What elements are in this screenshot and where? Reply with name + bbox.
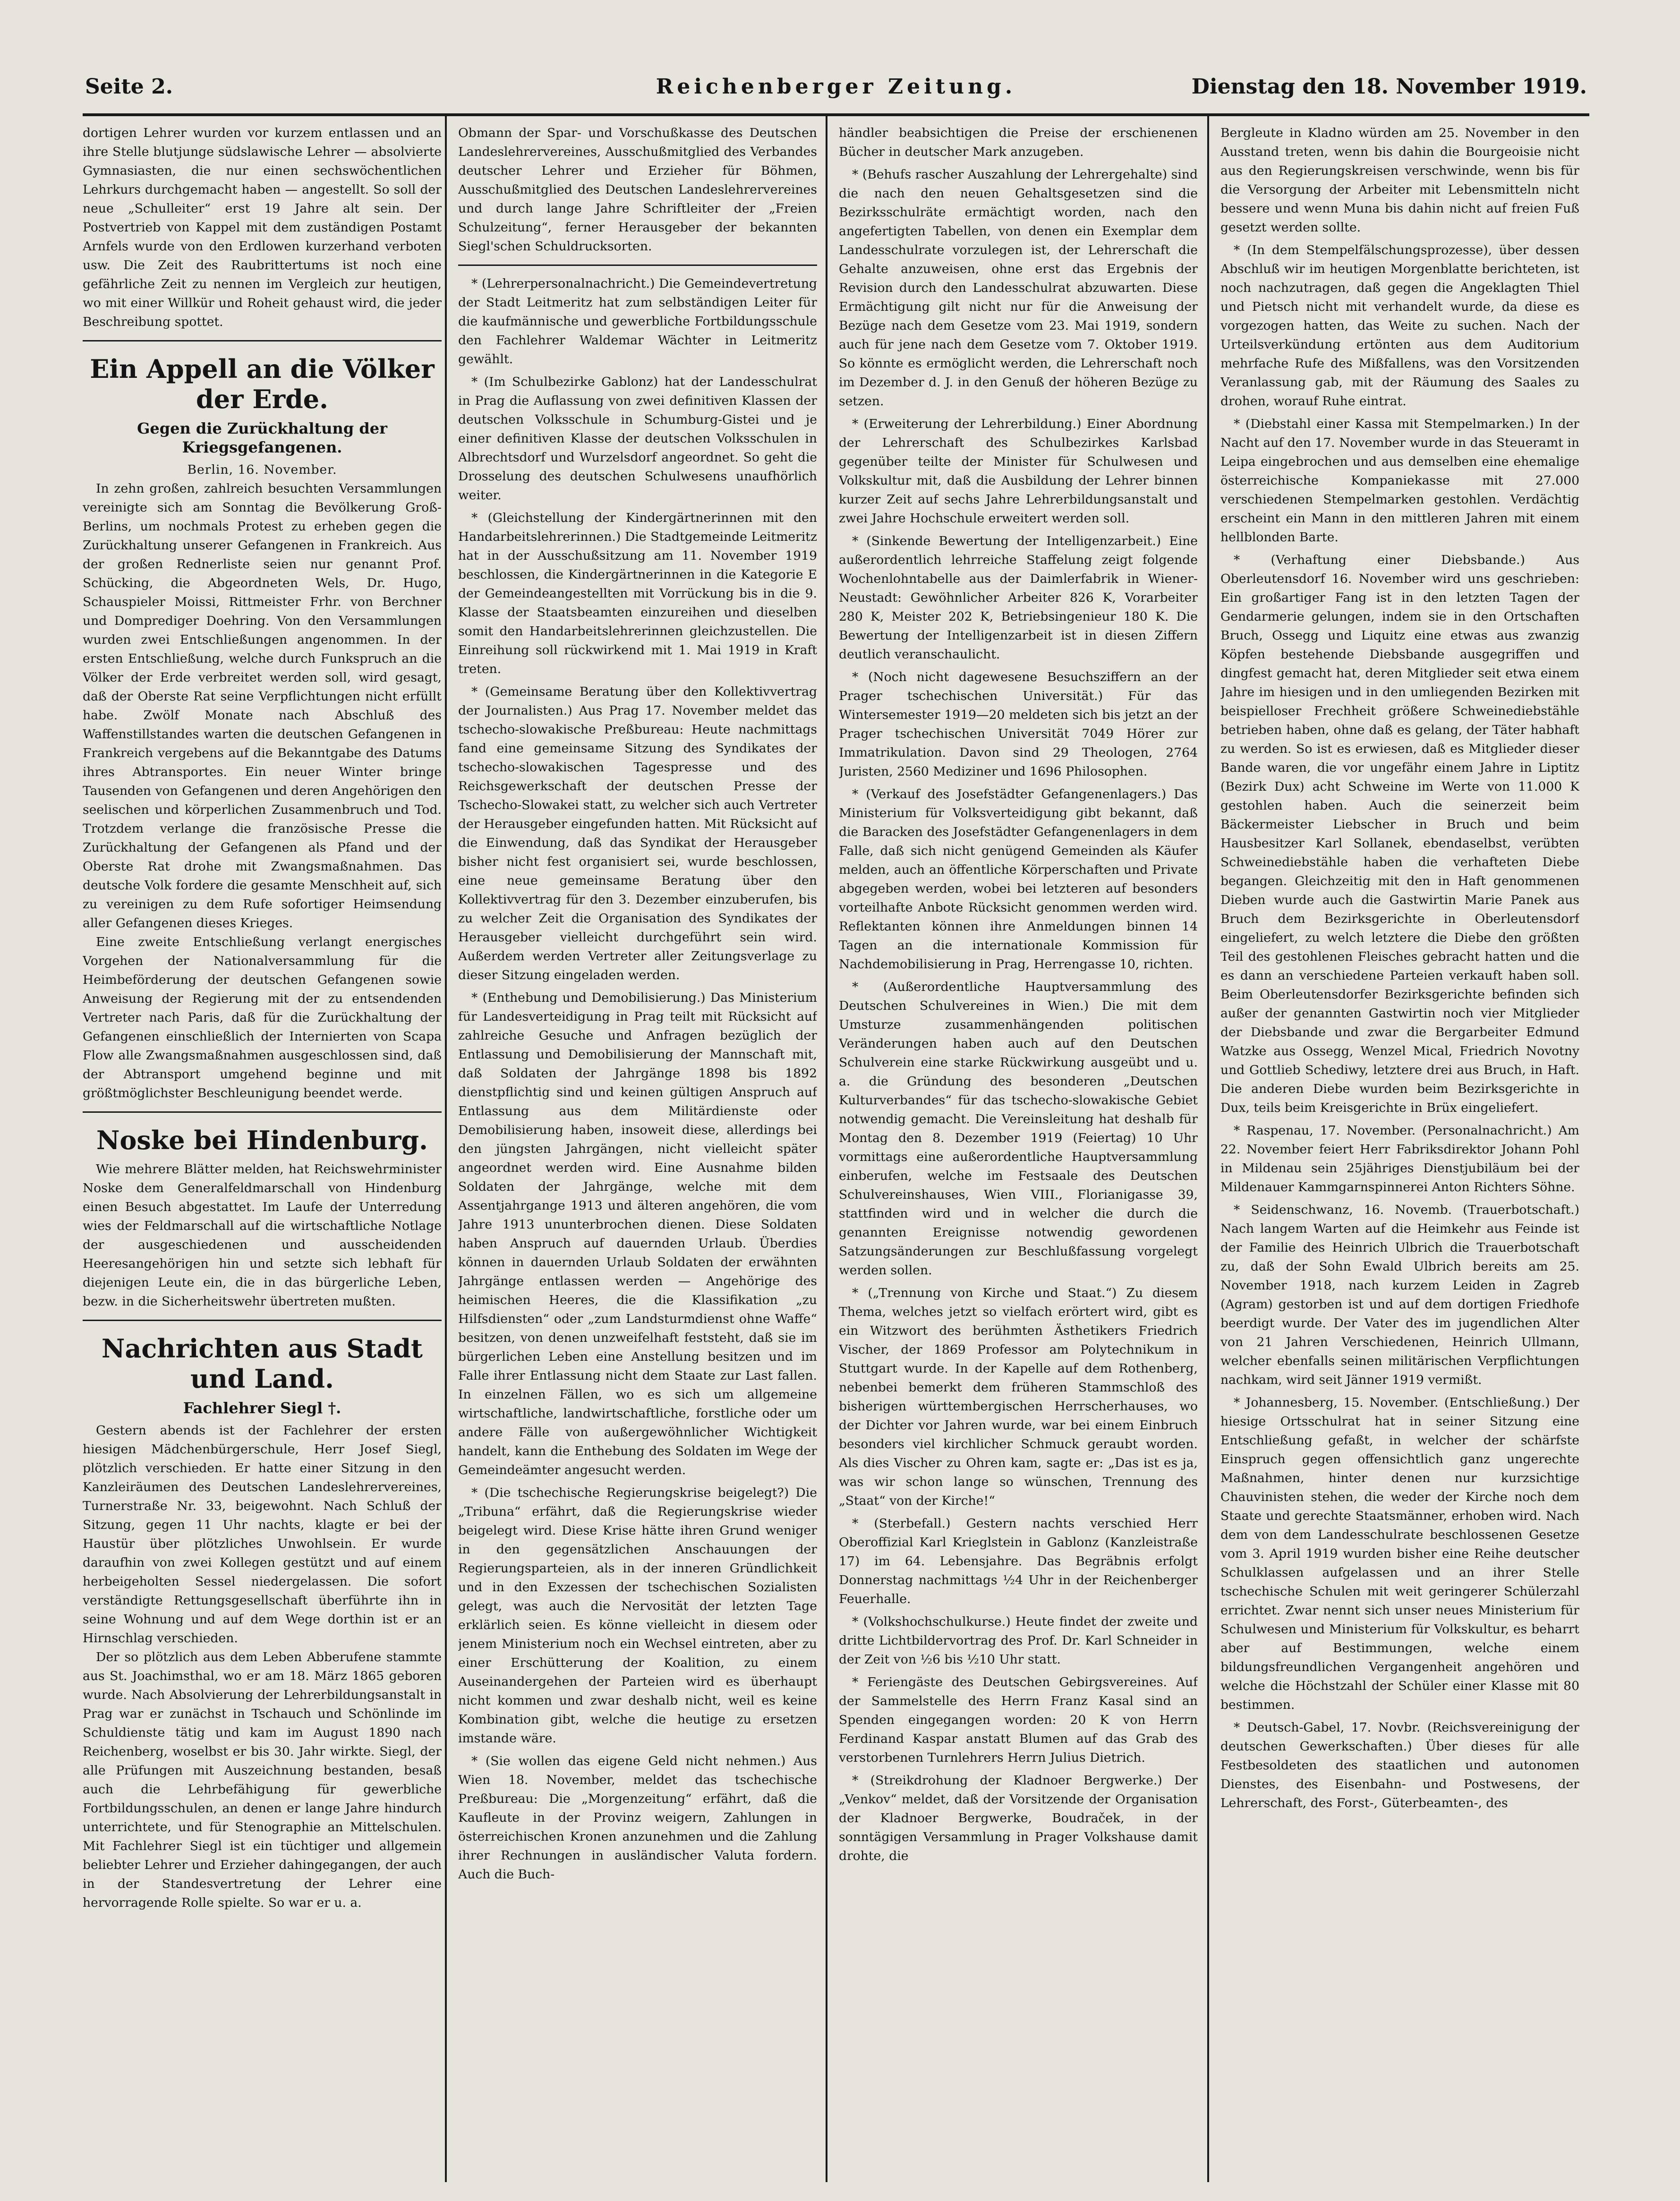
- news-item: * (Sinkende Bewertung der Intelligenzarbeit.) Eine außerordentlich lehrreiche Staffelung zeigt folgende Wochenlohntabelle aus der Daimlerfabrik in Wiener-Neustadt: Gewöhnlicher Arbeiter 826 K, Vorarbeiter 280 K, Meister 202 K, Betriebsingenieur 180 K. Die Bewertung der Intelligenzarbeit ist in diesen Ziffern deutlich veranschaulicht.: [839, 534, 1198, 662]
- article-divider: [83, 340, 442, 341]
- news-item: * (Gemeinsame Beratung über den Kollektivvertrag der Journalisten.) Aus Prag 17. November meldet das tschecho-slowakische Preßbureau: Heute nachmittags fand eine gemeinsame Sitzung des Syndikates der tschecho-slowakischen Tagespresse und des Reichsgewerkschaft der deutschen Presse der Tschecho-Slowakei statt, zu welcher sich auch Vertreter der Herausgeber eingefunden hatten. Mit Rücksicht auf die Einwendung, daß das Syndikat der Herausgeber bisher nicht fest organisiert sei, wurde beschlossen, eine neue gemeinsame Beratung über den Kollektivvertrag für den 3. Dezember einzuberufen, bis zu welcher Zeit die Organisation des Syndikates der Herausgeber vielleicht durchgeführt sein wird. Außerdem werden Vertreter aller Zeitungsverlage zu dieser Sitzung eingeladen werden.: [458, 684, 817, 982]
- news-item: * Raspenau, 17. November. (Personalnachricht.) Am 22. November feiert Herr Fabriksdirektor Johann Pohl in Mildenau sein 25jähriges Dienstjubiläum bei der Mildenauer Kammgarnspinnerei Anton Richters Söhne.: [1220, 1123, 1579, 1194]
- article-divider: [83, 1111, 442, 1113]
- news-item: * (Lehrerpersonalnachricht.) Die Gemeindevertretung der Stadt Leitmeritz hat zum selbständigen Leiter für die kaufmännische und gewerbliche Fortbildungsschule den Fachlehrer Waldemar Wächter in Leitmeritz gewählt.: [458, 276, 817, 367]
- page-number: Seite 2.: [85, 75, 173, 99]
- article-continuation: Obmann der Spar- und Vorschußkasse des Deutschen Landeslehrervereines, Ausschußmitglied des Verbandes deutscher Lehrer und Erzieher für Böhmen, Ausschußmitglied des Deutschen Landeslehrervereines und durch lange Jahre Schriftleiter der „Freien Schulzeitung“, ferner Herausgeber der bekannten Siegl'schen Schuldrucksorten.: [458, 126, 817, 254]
- article-paragraph: Der so plötzlich aus dem Leben Abberufene stammte aus St. Joachimsthal, wo er am 18. März 1865 geboren wurde. Nach Absolvierung der Lehrerbildungsanstalt in Prag war er zunächst in Tschauch und Schönlinde im Schuldienste tätig und kam im August 1890 nach Reichenberg, woselbst er bis 30. Jahr wirkte. Siegl, der alle Prüfungen mit Auszeichnung bestanden, besaß auch die Lehrbefähigung für gewerbliche Fortbildungsschulen, an denen er lange Jahre hindurch unterrichtete, und für Stenographie an Mittelschulen. Mit Fachlehrer Siegl ist ein tüchtiger und allgemein beliebter Lehrer und Erzieher dahingegangen, der auch in der Standesvertretung der Lehrer eine hervorragende Rolle spielte. So war er u. a.: [83, 1650, 442, 1910]
- news-item: * (Diebstahl einer Kassa mit Stempelmarken.) In der Nacht auf den 17. November wurde in das Steueramt in Leipa eingebrochen und aus demselben eine ehemalige österreichische Kompaniekasse mit 27.000 verschiedenen Stempelmarken gestohlen. Verdächtig erscheint ein Mann in den mittleren Jahren mit einem hellblonden Barte.: [1220, 417, 1579, 545]
- news-item: * (Außerordentliche Hauptversammlung des Deutschen Schulvereines in Wien.) Die mit dem Umsturze zusammenhängenden politischen Veränderungen haben auch auf den Deutschen Schulverein eine starke Rückwirkung ausgeübt und u. a. die Gründung des besonderen „Deutschen Kulturverbandes“ für das tschecho-slowakische Gebiet notwendig gemacht. Die Vereinsleitung hat deshalb für Montag den 8. Dezember 1919 (Feiertag) 10 Uhr vormittags eine außerordentliche Hauptversammlung einberufen, welche im Festsaale des Deutschen Schulvereinshauses, Wien VIII., Florianigasse 39, stattfinden wird und in welcher die durch die genannten Ereignisse notwendig gewordenen Satzungsänderungen zur Beschlußfassung vorgelegt werden sollen.: [839, 980, 1198, 1278]
- article-paragraph: Wie mehrere Blätter melden, hat Reichswehrminister Noske dem Generalfeldmarschall von Hindenburg einen Besuch abgestattet. Im Laufe der Unterredung wies der Feldmarschall auf die wirtschaftliche Notlage der ausgeschiedenen und ausscheidenden Heeresangehörigen hin und setzte sich lebhaft für diejenigen Leute ein, die in das bürgerliche Leben, bezw. in die Sicherheitswehr übertreten mußten.: [83, 1162, 442, 1309]
- news-item: * (Volkshochschulkurse.) Heute findet der zweite und dritte Lichtbildervortrag des Prof. Dr. Karl Schneider in der Zeit von ½6 bis ½10 Uhr statt.: [839, 1614, 1198, 1667]
- issue-date: Dienstag den 18. November 1919.: [1191, 75, 1587, 99]
- article-dateline: Berlin, 16. November.: [187, 462, 337, 477]
- news-item: * (In dem Stempelfälschungsprozesse), über dessen Abschluß wir im heutigen Morgenblatte berichteten, ist noch nachzutragen, daß gegen die Angeklagten Thiel und Pietsch nicht mit verhandelt wurde, da diese es vorgezogen hatten, das Weite zu suchen. Nach der Urteilsverkündung ertönten aus dem Auditorium mehrfache Rufe des Mißfallens, was den Vorsitzenden Veranlassung gab, mit der Räumung des Saales zu drohen, worauf Ruhe eintrat.: [1220, 243, 1579, 409]
- news-item: * Seidenschwanz, 16. Novemb. (Trauerbotschaft.) Nach langem Warten auf die Heimkehr aus Feinde ist der Familie des Heinrich Ulbrich die Trauerbotschaft zu, daß der Sohn Ewald Ulbrich bereits am 25. November 1918, nach kurzem Leiden in Zagreb (Agram) gestorben ist und auf dem dortigen Friedhofe beerdigt wurde. Der Vater des im jugendlichen Alter von 21 Jahren Verschiedenen, Heinrich Ullmann, welcher ebenfalls seinen militärischen Verpflichtungen nachkam, wird seit Jänner 1919 vermißt.: [1220, 1203, 1579, 1387]
- article-paragraph: In zehn großen, zahlreich besuchten Versammlungen vereinigte sich am Sonntag die Bevölkerung Groß-Berlins, um nochmals Protest zu erheben gegen die Zurückhaltung unserer Gefangenen in Frankreich. Aus der großen Rednerliste seien nur genannt Prof. Schücking, die Abgeordneten Wels, Dr. Hugo, Schauspieler Moissi, Rittmeister Frhr. von Berchner und Domprediger Doehring. Von den Versammlungen wurden zwei Entschließungen angenommen. In der ersten Entschließung, welche durch Funkspruch an die Völker der Erde verbreitet werden soll, wird gesagt, daß der Oberste Rat seine Verpflichtungen nicht erfüllt habe. Zwölf Monate nach Abschluß des Waffenstillstandes warten die deutschen Gefangenen in Frankreich vergebens auf die Bekanntgabe des Datums ihres Abtransportes. Ein neuer Winter bringe Tausenden von Gefangenen und deren Angehörigen den seelischen und körperlichen Zusammenbruch und Tod. Trotzdem verlange die französische Presse die Zurückhaltung der Gefangenen als Pfand und der Oberste Rat drohe mit Zwangsmaßnahmen. Das deutsche Volk fordere die gesamte Menschheit auf, sich zu vereinigen zu dem Rufe sofortiger Heimsendung aller Gefangenen dieses Krieges.: [83, 481, 442, 930]
- column-rule: [1207, 113, 1209, 2182]
- column-rule: [445, 113, 447, 2182]
- column-3: [839, 124, 1198, 2183]
- column-1: [83, 124, 442, 2183]
- news-item: * (Verhaftung einer Diebsbande.) Aus Oberleutensdorf 16. November wird uns geschrieben: Ein großartiger Fang ist in den letzten Tagen der Gendarmerie gelungen, indem sie in den Ortschaften Bruch, Ossegg und Liquitz eine etwas aus zwanzig Köpfen bestehende Diebsbande ausgegriffen und dingfest gemacht hat, deren Mitglieder seit etwa einem Jahre im hiesigen und in den umliegenden Bezirken mit beispielloser Frechheit größere Schweinediebstähle betrieben haben, ohne daß es gelang, der Täter habhaft zu werden. So ist es erwiesen, daß es Mitglieder dieser Bande waren, die vor ungefähr einem Jahre in Liptitz (Bezirk Dux) acht Schweine im Werte von 11.000 K gestohlen haben. Auch die seinerzeit beim Bäckermeister Liebscher in Bruch und beim Hausbesitzer Karl Sollanek, ebendaselbst, verübten Schweinediebstähle haben die verhafteten Diebe begangen. Gleichzeitig mit den in Haft genommenen Dieben wurde auch die Gastwirtin Marie Panek aus Bruch dem Bezirksgerichte in Oberleutensdorf eingeliefert, zu welch letztere die Diebe den größten Teil des gestohlenen Fleisches gebracht hatten und die es dann an verschiedene Parteien verkauft haben soll. Beim Oberleutensdorfer Bezirksgerichte befinden sich außer der genannten Gastwirtin noch vier Mitglieder der Diebsbande und zwar die Bergarbeiter Edmund Watzke aus Ossegg, Wenzel Mical, Friedrich Novotny und Gottlieb Schediwy, letztere drei aus Bruch, in Haft. Die anderen Diebe wurden beim Bezirksgerichte in Dux, teils beim Kreisgerichte in Brüx eingeliefert.: [1220, 553, 1579, 1115]
- news-item: * Feriengäste des Deutschen Gebirgsvereines. Auf der Sammelstelle des Herrn Franz Kasal sind an Spenden eingegangen worden: 20 K von Herrn Ferdinand Kaspar anstatt Blumen auf das Grab des verstorbenen Turnlehrers Herrn Julius Dietrich.: [839, 1675, 1198, 1765]
- article-paragraph: Gestern abends ist der Fachlehrer der ersten hiesigen Mädchenbürgerschule, Herr Josef Siegl, plötzlich verschieden. Er hatte einer Sitzung in den Kanzleiräumen des Deutschen Landeslehrervereines, Turnerstraße Nr. 33, beigewohnt. Nach Schluß der Sitzung, gegen 11 Uhr nachts, klagte er bei der Haustür über plötzliches Unwohlsein. Er wurde daraufhin von zwei Kollegen gestützt und auf einem herbeigeholten Sessel niedergelassen. Die sofort verständigte Rettungsgesellschaft überführte ihn in seine Wohnung und auf dem Wege dorthin ist er an Hirnschlag verschieden.: [83, 1423, 442, 1646]
- news-item: * (Gleichstellung der Kindergärtnerinnen mit den Handarbeitslehrerinnen.) Die Stadtgemeinde Leitmeritz hat in der Ausschußsitzung am 11. November 1919 beschlossen, die Kindergärtnerinnen in die Kategorie E der Gemeindeangestellten mit Vorrückung bis in die 9. Klasse der Staatsbeamten einzureihen und dieselben somit den Handarbeitslehrerinnen gleichzustellen. Die Einreihung soll rückwirkend mit 1. Mai 1919 in Kraft treten.: [458, 511, 817, 676]
- column-4: [1220, 124, 1579, 2183]
- section-heading: Nachrichten aus Stadt und Land.: [101, 1333, 423, 1394]
- column-2: [458, 124, 817, 2183]
- news-item: * (Noch nicht dagewesene Besuchsziffern an der Prager tschechischen Universität.) Für das Wintersemester 1919—20 meldeten sich bis jetzt an der Prager tschechischen Universität 7049 Hörer zur Immatrikulation. Davon sind 29 Theologen, 2764 Juristen, 2560 Mediziner und 1696 Philosophen.: [839, 670, 1198, 779]
- news-item: * („Trennung von Kirche und Staat.“) Zu diesem Thema, welches jetzt so vielfach erörtert wird, gibt es ein Witzwort des berühmten Ästhetikers Friedrich Vischer, der 1869 Professor am Polytechnikum in Stuttgart wurde. In der Kapelle auf dem Rothenberg, nebenbei bemerkt dem früheren Stammschloß des bisherigen württembergischen Herrscherhauses, wo der Dichter vor Jahren wurde, war bei einem Einbruch besonders viel kirchlicher Schmuck geraubt worden. Als dies Vischer zu Ohren kam, sagte er: „Das ist es ja, was wir schon lange so wünschen, Trennung des „Staat“ von der Kirche!“: [839, 1286, 1198, 1508]
- article-continuation: händler beabsichtigen die Preise der erschienenen Bücher in deutscher Mark anzugeben.: [839, 126, 1198, 159]
- page-header: [83, 71, 1589, 116]
- column-rule: [826, 113, 827, 2182]
- article-subheading: Gegen die Zurückhaltung der Kriegsgefangenen.: [137, 419, 387, 456]
- news-item: * (Im Schulbezirke Gablonz) hat der Landesschulrat in Prag die Auflassung von zwei definitiven Klassen der deutschen Volksschule in Schumburg-Gistei und je einer definitiven Klasse der deutschen Volksschulen in Albrechtsdorf und Wurzelsdorf angeordnet. So geht die Drosselung des deutschen Schulwesens unaufhörlich weiter.: [458, 375, 817, 503]
- article-continuation: dortigen Lehrer wurden vor kurzem entlassen und an ihre Stelle blutjunge südslawische Lehrer — absolvierte Gymnasiasten, die nur einen sechswöchentlichen Lehrkurs durchgemacht haben — angestellt. So soll der neue „Schulleiter“ erst 19 Jahre alt sein. Der Postvertrieb von Kappel mit dem zuständigen Postamt Arnfels wurde von den Erdlowen kurzerhand verboten usw. Die Zeit des Raubrittertums ist noch eine gefährliche Zeit zu nennen im Vergleich zur heutigen, wo mit einer Willkür und Roheit gehaust wird, die jeder Beschreibung spottet.: [83, 126, 442, 329]
- news-item: * (Verkauf des Josefstädter Gefangenenlagers.) Das Ministerium für Volksverteidigung gibt bekannt, daß die Baracken des Josefstädter Gefangenenlagers in dem Falle, daß sich nicht genügend Gemeinden als Käufer melden, auch an öffentliche Körperschaften und Private abgegeben werden, wobei bei letzteren auf besonders vorteilhafte Anbote Rücksicht genommen werden wird. Reflektanten können ihre Anmeldungen binnen 14 Tagen an die internationale Kommission für Nachdemobilisierung in Prag, Herrengasse 10, richten.: [839, 787, 1198, 972]
- news-item: * (Erweiterung der Lehrerbildung.) Einer Abordnung der Lehrerschaft des Schulbezirkes Karlsbad gegenüber teilte der Minister für Schulwesen und Volkskultur mit, daß die Ausbildung der Lehrer binnen kurzer Zeit auf sechs Jahre Lehrerbildungsanstalt und zwei Jahre Hochschule erweitert werden soll.: [839, 417, 1198, 526]
- article-paragraph: Eine zweite Entschließung verlangt energisches Vorgehen der Nationalversammlung für die Heimbeförderung der deutschen Gefangenen sowie Anweisung der Regierung mit der zu entsendenden Vertreter nach Paris, daß für die Zurückhaltung der Gefangenen einschließlich der Internierten von Scapa Flow alle Zwangsmaßnahmen ausgeschlossen sind, daß der Abtransport umgehend beginne und mit größtmöglichster Beschleunigung beendet werde.: [83, 935, 442, 1100]
- news-item: * Deutsch-Gabel, 17. Novbr. (Reichsvereinigung der deutschen Gewerkschaften.) Über dieses für alle Festbesoldeten des staatlichen und autonomen Dienstes, des Eisenbahn- und Postwesens, der Lehrerschaft, des Forst-, Güterbeamten-, des: [1220, 1720, 1579, 1810]
- news-item: * (Sterbefall.) Gestern nachts verschied Herr Oberoffizial Karl Krieglstein in Gablonz (Kanzleistraße 17) im 64. Lebensjahre. Das Begräbnis erfolgt Donnerstag nachmittags ½4 Uhr in der Reichenberger Feuerhalle.: [839, 1516, 1198, 1606]
- article-divider: [458, 264, 817, 266]
- news-item: * (Die tschechische Regierungskrise beigelegt?) Die „Tribuna“ erfährt, daß die Regierungskrise wieder beigelegt wird. Diese Krise hätte ihren Grund weniger in den gegensätzlichen Anschauungen der Regierungsparteien, als in der inneren Gründlichkeit und in den Exzessen der tschechischen Sozialisten gelegt, was auch die Nervosität der letzten Tage erklärlich seien. Es könne vielleicht in diesem oder jenem Ministerium noch ein Wechsel eintreten, aber zu einer Erschütterung der Koalition, zu einem Auseinandergehen der Parteien wird es überhaupt nicht kommen und zwar deshalb nicht, weil es keine Kombination gibt, welche die heutige zu ersetzen imstande wäre.: [458, 1485, 817, 1746]
- article-heading: Ein Appell an die Völker der Erde.: [90, 354, 435, 414]
- news-item: * (Enthebung und Demobilisierung.) Das Ministerium für Landesverteidigung in Prag teilt mit Rücksicht auf zahlreiche Gesuche und Anfragen bezüglich der Entlassung und Demobilisierung der Mannschaft mit, daß Soldaten der Jahrgänge 1898 bis 1892 dienstpflichtig sind und keinen gültigen Anspruch auf Entlassung aus dem Militärdienste oder Demobilisierung haben, insoweit diese, allerdings bei den jüngsten Jahrgängen, nicht vielleicht später angeordnet werden wird. Eine Ausnahme bilden Soldaten der Jahrgänge, welche mit dem Assentjahrgange 1913 und älteren angehören, die vom Jahre 1913 ununterbrochen dienen. Diese Soldaten haben Anspruch auf dauernden Urlaub. Überdies können in dauernden Urlaub Soldaten der erwähnten Jahrgänge entlassen werden — Angehörige des heimischen Heeres, die die Klassifikation „zu Hilfsdiensten“ oder „zum Landsturmdienst ohne Waffe“ besitzen, von denen unzweifelhaft feststeht, daß sie im bürgerlichen Leben eine Anstellung besitzen und im Falle ihrer Entlassung nicht dem Staate zur Last fallen. In einzelnen Fällen, wo es sich um allgemeine wirtschaftliche, landwirtschaftliche, forstliche oder um andere Fälle von außergewöhnlicher Wichtigkeit handelt, kann die Enthebung des Soldaten im Wege der Gemeindeämter angesucht werden.: [458, 990, 817, 1477]
- news-item: * (Streikdrohung der Kladnoer Bergwerke.) Der „Venkov“ meldet, daß der Vorsitzende der Organisation der Kladnoer Bergwerke, Boudraček, in der sonntägigen Versammlung in Prager Volkshause damit drohte, die: [839, 1773, 1198, 1863]
- news-item: * (Behufs rascher Auszahlung der Lehrergehalte) sind die nach den neuen Gehaltsgesetzen sind die Bezirksschulräte ermächtigt worden, nach den angefertigten Tabellen, von denen ein Exemplar dem Landesschulrate vorzulegen ist, der Lehrerschaft die Gehalte anzuweisen, ohne erst das Ergebnis der Revision durch den Landesschulrat abzuwarten. Diese Ermächtigung gilt nicht nur für die Anweisung der Bezüge nach dem Gesetze vom 23. Mai 1919, sondern auch für jene nach dem Gesetze vom 7. Oktober 1919. So könnte es ermöglicht werden, die Lehrerschaft noch im Dezember d. J. in den Genuß der höheren Bezüge zu setzen.: [839, 167, 1198, 409]
- article-continuation: Bergleute in Kladno würden am 25. November in den Ausstand treten, wenn bis dahin die Bourgeoisie nicht aus den Regierungskreisen verschwinde, wenn bis für die Versorgung der Arbeiter mit Lebensmitteln nicht bessere und wenn Muna bis dahin nicht auf freien Fuß gesetzt werden sollte.: [1220, 126, 1579, 235]
- news-item: * (Sie wollen das eigene Geld nicht nehmen.) Aus Wien 18. November, meldet das tschechische Preßbureau: Die „Morgenzeitung“ erfährt, daß die Kaufleute in der Provinz weigern, Zahlungen in österreichischen Kronen anzunehmen und die Zahlung ihrer Rechnungen in ausländischer Valuta fordern. Auch die Buch-: [458, 1754, 817, 1882]
- article-subheading: Fachlehrer Siegl †.: [183, 1399, 341, 1417]
- newspaper-title: Reichenberger Zeitung.: [656, 75, 1016, 99]
- article-heading: Noske bei Hindenburg.: [96, 1125, 428, 1155]
- news-item: * Johannesberg, 15. November. (Entschließung.) Der hiesige Ortsschulrat hat in seiner Sitzung eine Entschließung gefaßt, in welcher der schärfste Einspruch gegen offensichtlich ganz ungerechte Maßnahmen, hinter denen nur kurzsichtige Chauvinisten stehen, die weder der Kirche noch dem Staate und gerechte Staatsmänner, erhoben wird. Nach dem von dem Landesschulrate beschlossenen Gesetze vom 3. April 1919 wurden bisher eine Reihe deutscher Schulklassen aufgelassen und an ihrer Stelle tschechische Schulen mit weit geringerer Schülerzahl errichtet. Zwar nennt sich unser neues Ministerium für Schulwesen und Ministerium für Volkskultur, es beharrt aber auf Bestimmungen, welche einem bildungsfreundlichen Vergangenheit angehören und welche die Höchstzahl der Schüler einer Klasse mit 80 bestimmen.: [1220, 1395, 1579, 1712]
- article-divider: [83, 1320, 442, 1321]
